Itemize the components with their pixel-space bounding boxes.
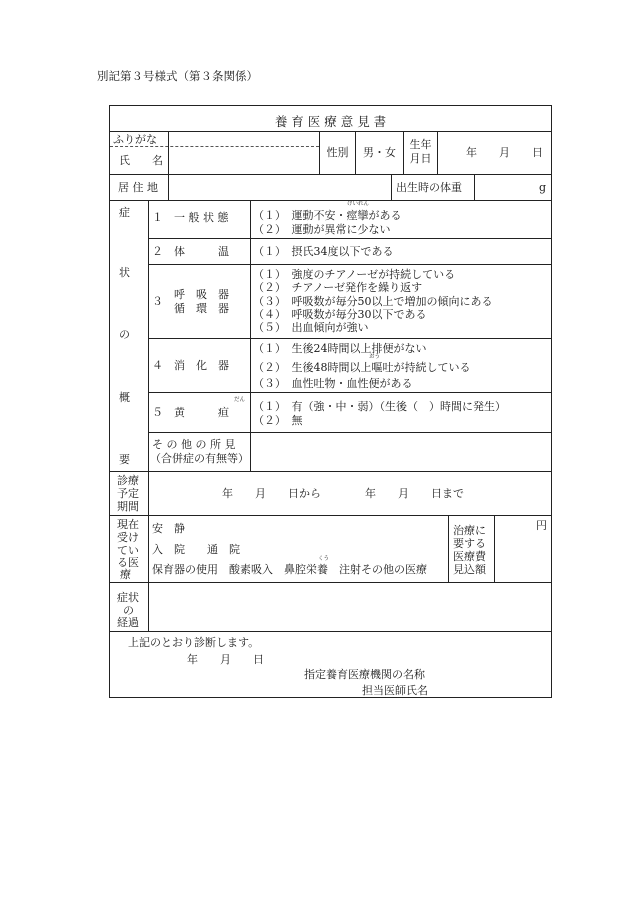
treatment-ruby: くう xyxy=(318,556,330,562)
treatment-label-3: てい xyxy=(117,544,139,557)
summary-label-2: 状 xyxy=(119,266,130,279)
temperature-label: ２ 体 温 xyxy=(152,245,229,258)
general-ruby: けいれん xyxy=(347,201,370,207)
sex-options[interactable]: 男・女 xyxy=(363,146,396,159)
summary-label-1: 症 xyxy=(119,206,130,219)
jaundice-ruby: だん xyxy=(234,397,246,403)
treatment-rest[interactable]: 安 静 xyxy=(152,522,185,535)
respiratory-item-4[interactable]: （４） 呼吸数が毎分30以下である xyxy=(253,308,427,321)
furigana-field[interactable] xyxy=(250,132,319,146)
respiratory-item-2[interactable]: （２） チアノーゼ発作を繰り返す xyxy=(253,281,423,294)
birth-label-2: 月日 xyxy=(409,152,432,165)
respiratory-number: ３ xyxy=(152,295,163,308)
general-condition-label: １ 一 般 状 態 xyxy=(152,211,229,224)
cost-unit: 円 xyxy=(536,519,547,532)
course-label-2: の xyxy=(123,604,134,617)
respiratory-item-3[interactable]: （３） 呼吸数が毎分50以上で増加の傾向にある xyxy=(253,295,493,308)
other-findings-sublabel: （合併症の有無等） xyxy=(150,452,249,465)
name-label: 氏 名 xyxy=(119,154,163,167)
digestive-item-3[interactable]: （３） 血性吐物・血性便がある xyxy=(253,377,413,390)
course-label-3: 経過 xyxy=(117,616,139,629)
temperature-item-1[interactable]: （１） 摂氏34度以下である xyxy=(253,245,394,258)
digestive-item-1[interactable]: （１） 生後24時間以上排便がない xyxy=(253,342,427,355)
cost-label-2: 要する xyxy=(453,537,486,550)
name-field[interactable] xyxy=(170,148,318,172)
cost-field[interactable] xyxy=(496,534,548,578)
respiratory-label: 呼 吸 器 xyxy=(174,288,229,301)
jaundice-item-2[interactable]: （２） 無 xyxy=(253,414,303,427)
respiratory-item-5[interactable]: （５） 出血傾向が強い xyxy=(253,321,369,334)
birth-weight-label: 出生時の体重 xyxy=(396,181,462,194)
course-field[interactable] xyxy=(150,584,550,629)
diagnosis-statement: 上記のとおり診断します。 xyxy=(128,636,260,649)
treatment-methods[interactable]: 保育器の使用 酸素吸入 鼻腔栄養 注射その他の医療 xyxy=(152,563,427,576)
birth-date-field[interactable]: 年 月 日 xyxy=(466,146,543,159)
course-label-1: 症状 xyxy=(117,591,139,604)
treatment-label-2: 受け xyxy=(117,531,139,544)
respiratory-item-1[interactable]: （１） 強度のチアノーゼが持続している xyxy=(253,268,456,281)
institution-name-label: 指定養育医療機関の名称 xyxy=(304,668,425,681)
circulatory-label: 循 環 器 xyxy=(174,302,229,315)
general-item-1[interactable]: （１） 運動不安・痙攣がある xyxy=(253,209,402,222)
other-findings-label: そ の 他 の 所 見 xyxy=(152,438,236,451)
form-number-header: 別記第３号様式（第３条関係） xyxy=(97,69,258,83)
medical-opinion-form xyxy=(109,105,552,698)
general-item-2[interactable]: （２） 運動が異常に少ない xyxy=(253,223,391,236)
treatment-admission[interactable]: 入 院 通 院 xyxy=(152,543,240,556)
furigana-label: ふりがな xyxy=(113,133,157,146)
jaundice-label: ５ 黄 疸 xyxy=(152,406,229,419)
treatment-label-5: 療 xyxy=(120,568,131,581)
cost-label-3: 医療費 xyxy=(453,550,486,563)
treatment-label-1: 現在 xyxy=(117,518,139,531)
form-title: 養 育 医 療 意 見 書 xyxy=(274,114,387,129)
address-label: 居 住 地 xyxy=(118,181,158,194)
doctor-name-label: 担当医師氏名 xyxy=(362,684,428,697)
period-label-2: 予定 xyxy=(117,487,139,500)
digestive-item-2[interactable]: （２） 生後48時間以上嘔吐が持続している xyxy=(253,361,471,374)
address-field[interactable] xyxy=(170,176,390,198)
treatment-label-4: る医 xyxy=(117,556,139,569)
period-label-3: 期間 xyxy=(117,500,139,513)
birth-weight-unit: g xyxy=(539,181,547,194)
digestive-ruby: おう xyxy=(369,354,381,360)
birth-label-1: 生年 xyxy=(409,138,432,151)
digestive-label: ４ 消 化 器 xyxy=(152,359,229,372)
cost-label-1: 治療に xyxy=(453,524,486,537)
period-field[interactable]: 年 月 日から 年 月 日まで xyxy=(222,487,464,500)
cost-label-4: 見込額 xyxy=(453,563,486,576)
period-label-1: 診療 xyxy=(117,474,139,487)
diagnosis-date[interactable]: 年 月 日 xyxy=(187,653,264,666)
jaundice-item-1[interactable]: （１） 有（強・中・弱）（生後（ ）時間に発生） xyxy=(253,400,506,413)
summary-label-4: 概 xyxy=(119,391,130,404)
summary-label-5: 要 xyxy=(119,453,130,466)
sex-label: 性別 xyxy=(326,146,349,159)
other-findings-field[interactable] xyxy=(252,434,550,470)
summary-label-3: の xyxy=(119,328,130,341)
